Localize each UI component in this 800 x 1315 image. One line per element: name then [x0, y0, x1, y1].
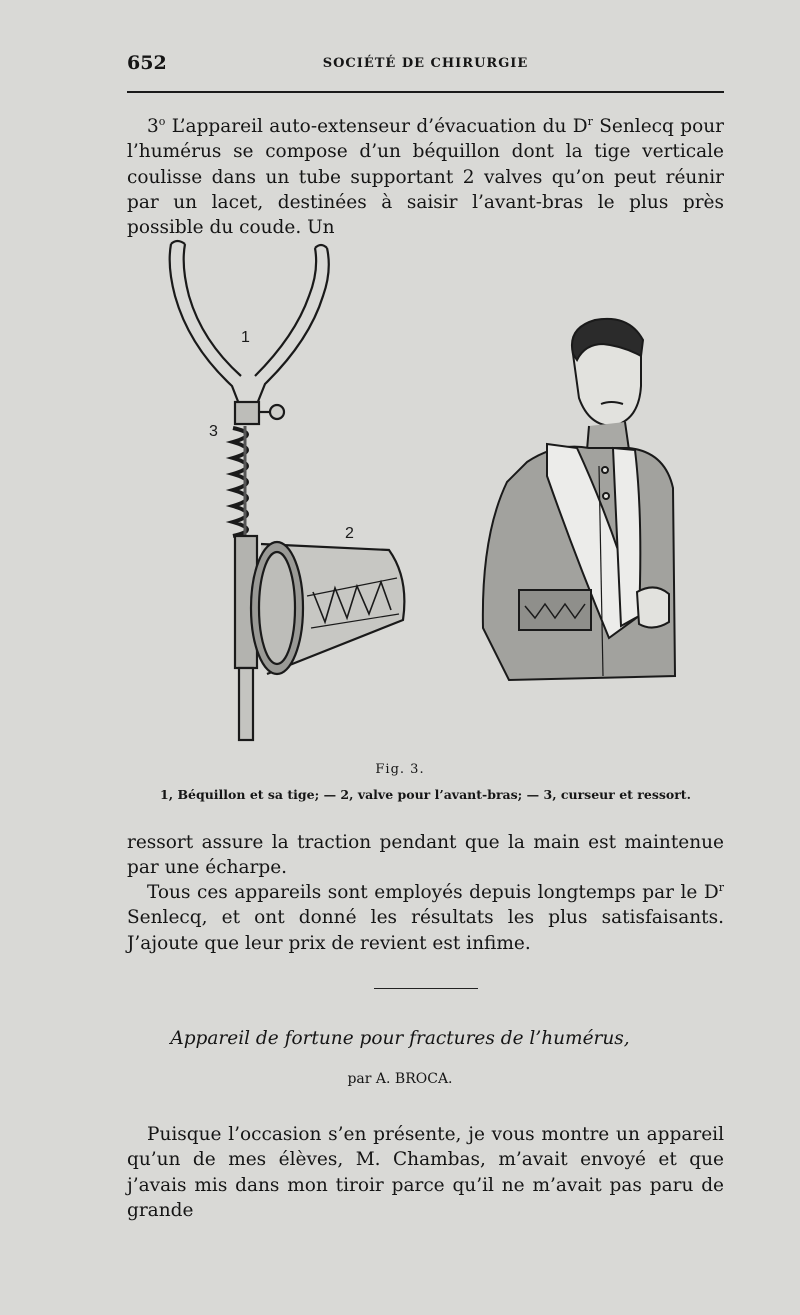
patient-wearing-apparatus-drawing [483, 319, 675, 680]
article-title: Appareil de fortune pour fractures de l’humérus, [170, 1028, 630, 1049]
paragraph-broca-intro: Puisque l’occasion s’en présente, je vous montre un appareil qu’un de mes élèves, M. Chambas, m’avait envoyé et que j’avais mis dans mon tiroir parce qu’il ne m’avait pas paru de grande [127, 1124, 724, 1221]
paragraph-spring-traction: ressort assure la traction pendant que la main est maintenue par une écharpe. [127, 832, 724, 879]
journal-title: SOCIÉTÉ DE CHIRURGIE [322, 56, 529, 71]
figure-label-2: 2 [345, 525, 354, 542]
figure-3-drawing [127, 236, 724, 756]
figure-label: Fig. 3. [375, 762, 425, 777]
section-divider [374, 988, 478, 989]
running-head [127, 52, 724, 76]
figure-3-illustration [127, 236, 724, 756]
figure-caption: 1, Béquillon et sa tige; — 2, valve pour l’avant-bras; — 3, curseur et ressort. [160, 787, 691, 802]
page-number: 652 [127, 52, 167, 74]
figure-label-3: 3 [209, 423, 218, 440]
crutch-apparatus-drawing [170, 241, 405, 740]
paragraph-senlecq-apparatus: 3$^o$ L’appareil auto-extenseur d’évacuation du $D^r$ Senlecq pour l’humérus se compose d’un béquillon dont la tige verticale coulisse dans un tube supportant 2 valves qu’on peut réunir par un lacet, destinées à saisir l’avant-bras le plus près possible du coude. Un [127, 114, 724, 239]
header-rule [127, 91, 724, 93]
paragraph-results: Tous ces appareils sont employés depuis longtemps par le $D^r$ Senlecq, et ont donné les résultats les plus satisfaisants. J’ajoute que leur prix de revient est infime. [127, 880, 724, 954]
figure-label-1: 1 [241, 329, 250, 346]
article-author: par A. BROCA. [347, 1071, 453, 1087]
